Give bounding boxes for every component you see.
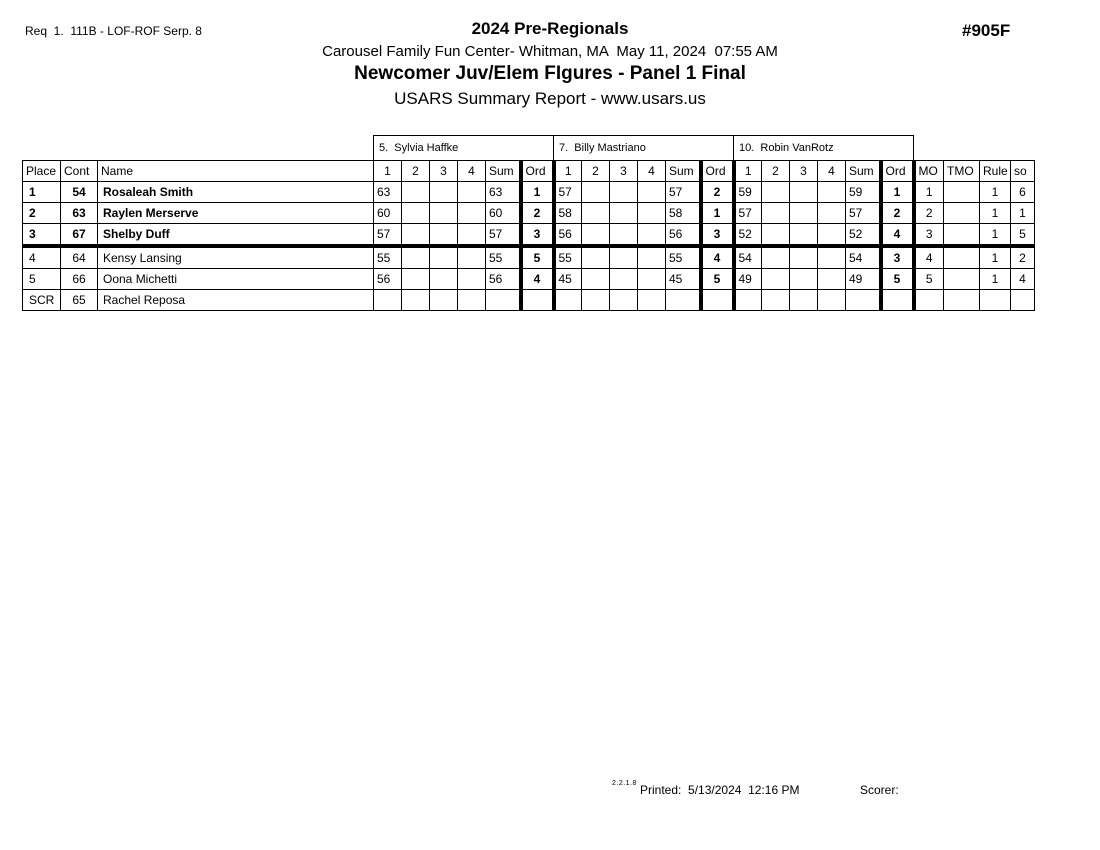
cell-tmo bbox=[944, 182, 980, 203]
cell-name: Rachel Reposa bbox=[98, 290, 374, 311]
cell-judge2-fig2 bbox=[582, 203, 610, 224]
judge-row-spacer-left bbox=[23, 136, 374, 161]
cell-judge3-fig3 bbox=[790, 203, 818, 224]
cell-judge1-fig1 bbox=[374, 290, 402, 311]
cell-judge1-fig3 bbox=[430, 246, 458, 269]
cell-mo: 5 bbox=[914, 269, 944, 290]
col-header-name: Name bbox=[98, 161, 374, 182]
col-header-j1-fig3: 3 bbox=[430, 161, 458, 182]
col-header-j1-fig1: 1 bbox=[374, 161, 402, 182]
cell-tmo bbox=[944, 224, 980, 247]
cell-name: Oona Michetti bbox=[98, 269, 374, 290]
cell-judge1-fig3 bbox=[430, 224, 458, 247]
cell-judge1-fig4 bbox=[458, 203, 486, 224]
cell-judge3-ord: 3 bbox=[881, 246, 914, 269]
cell-judge2-sum: 56 bbox=[666, 224, 701, 247]
cell-judge3-sum bbox=[846, 290, 881, 311]
cell-judge2-ord: 4 bbox=[701, 246, 734, 269]
col-header-j3-fig2: 2 bbox=[762, 161, 790, 182]
cell-judge3-sum: 59 bbox=[846, 182, 881, 203]
cell-judge3-ord: 4 bbox=[881, 224, 914, 247]
cell-judge1-fig4 bbox=[458, 290, 486, 311]
results-table bbox=[22, 135, 1035, 311]
cell-judge1-ord: 3 bbox=[521, 224, 554, 247]
cell-judge2-sum: 55 bbox=[666, 246, 701, 269]
results-body bbox=[23, 182, 1035, 311]
cell-judge2-ord: 2 bbox=[701, 182, 734, 203]
col-header-j1-fig2: 2 bbox=[402, 161, 430, 182]
cell-judge1-sum: 56 bbox=[486, 269, 521, 290]
printed-line bbox=[640, 783, 799, 797]
cell-judge3-fig1: 57 bbox=[734, 203, 762, 224]
cell-judge2-fig1: 56 bbox=[554, 224, 582, 247]
cell-name: Shelby Duff bbox=[98, 224, 374, 247]
cell-mo: 1 bbox=[914, 182, 944, 203]
col-header-place: Place bbox=[23, 161, 61, 182]
cell-judge3-fig3 bbox=[790, 182, 818, 203]
cell-judge1-ord: 4 bbox=[521, 269, 554, 290]
col-header-tmo: TMO bbox=[944, 161, 980, 182]
cell-judge1-sum bbox=[486, 290, 521, 311]
requirement-line: Req 1. 111B - LOF-ROF Serp. 8 bbox=[25, 24, 202, 38]
printed-label: Printed: bbox=[640, 783, 682, 797]
cell-judge3-fig2 bbox=[762, 203, 790, 224]
cell-judge3-fig4 bbox=[818, 246, 846, 269]
cell-judge1-fig3 bbox=[430, 290, 458, 311]
cell-judge2-ord: 3 bbox=[701, 224, 734, 247]
cell-judge2-sum: 57 bbox=[666, 182, 701, 203]
cell-judge2-fig3 bbox=[610, 269, 638, 290]
cell-judge2-fig2 bbox=[582, 269, 610, 290]
cell-cont: 54 bbox=[61, 182, 98, 203]
result-row bbox=[23, 269, 1035, 290]
cell-rule bbox=[980, 290, 1011, 311]
cell-judge3-sum: 52 bbox=[846, 224, 881, 247]
cell-tmo bbox=[944, 246, 980, 269]
col-header-cont: Cont bbox=[61, 161, 98, 182]
col-header-j2-fig3: 3 bbox=[610, 161, 638, 182]
cell-judge1-sum: 55 bbox=[486, 246, 521, 269]
cell-judge3-sum: 49 bbox=[846, 269, 881, 290]
cell-judge2-ord: 5 bbox=[701, 269, 734, 290]
cell-judge2-sum: 45 bbox=[666, 269, 701, 290]
cell-judge2-fig4 bbox=[638, 246, 666, 269]
cell-judge2-fig4 bbox=[638, 290, 666, 311]
col-header-j3-fig1: 1 bbox=[734, 161, 762, 182]
col-header-j3-fig3: 3 bbox=[790, 161, 818, 182]
cell-judge2-fig4 bbox=[638, 203, 666, 224]
event-title: Newcomer Juv/Elem FIgures - Panel 1 Final bbox=[354, 63, 746, 84]
cell-judge2-fig2 bbox=[582, 182, 610, 203]
cell-judge1-fig4 bbox=[458, 182, 486, 203]
cell-judge3-fig4 bbox=[818, 269, 846, 290]
cell-judge1-fig3 bbox=[430, 269, 458, 290]
cell-judge2-ord: 1 bbox=[701, 203, 734, 224]
cell-rule: 1 bbox=[980, 246, 1011, 269]
printed-timestamp: 5/13/2024 12:16 PM bbox=[688, 783, 800, 797]
cell-tmo bbox=[944, 290, 980, 311]
cell-rule: 1 bbox=[980, 269, 1011, 290]
report-footer bbox=[0, 780, 1100, 800]
cell-rule: 1 bbox=[980, 203, 1011, 224]
col-header-rule: Rule bbox=[980, 161, 1011, 182]
cell-judge2-fig3 bbox=[610, 182, 638, 203]
cell-judge3-ord: 1 bbox=[881, 182, 914, 203]
cell-judge2-fig4 bbox=[638, 224, 666, 247]
cell-judge1-fig1: 57 bbox=[374, 224, 402, 247]
col-header-j2-fig1: 1 bbox=[554, 161, 582, 182]
cell-judge2-ord bbox=[701, 290, 734, 311]
cell-judge3-fig3 bbox=[790, 246, 818, 269]
cell-judge2-sum bbox=[666, 290, 701, 311]
cell-judge2-fig3 bbox=[610, 224, 638, 247]
cell-judge3-fig1 bbox=[734, 290, 762, 311]
col-header-j2-fig4: 4 bbox=[638, 161, 666, 182]
competition-title: 2024 Pre-Regionals bbox=[471, 19, 629, 38]
col-header-j2-fig2: 2 bbox=[582, 161, 610, 182]
cell-place: 3 bbox=[23, 224, 61, 247]
cell-judge1-fig2 bbox=[402, 290, 430, 311]
report-type-line: USARS Summary Report - www.usars.us bbox=[394, 89, 706, 108]
result-row bbox=[23, 246, 1035, 269]
cell-rule: 1 bbox=[980, 182, 1011, 203]
cell-judge3-fig2 bbox=[762, 269, 790, 290]
cell-judge2-fig2 bbox=[582, 224, 610, 247]
cell-judge2-fig3 bbox=[610, 203, 638, 224]
cell-judge3-fig2 bbox=[762, 182, 790, 203]
cell-cont: 65 bbox=[61, 290, 98, 311]
cell-judge2-fig2 bbox=[582, 290, 610, 311]
col-header-so: so bbox=[1011, 161, 1035, 182]
cell-mo: 2 bbox=[914, 203, 944, 224]
cell-judge1-ord: 1 bbox=[521, 182, 554, 203]
cell-judge3-sum: 57 bbox=[846, 203, 881, 224]
cell-judge3-fig1: 49 bbox=[734, 269, 762, 290]
cell-cont: 67 bbox=[61, 224, 98, 247]
cell-judge1-fig3 bbox=[430, 203, 458, 224]
cell-cont: 64 bbox=[61, 246, 98, 269]
cell-judge2-fig1 bbox=[554, 290, 582, 311]
cell-judge3-fig4 bbox=[818, 290, 846, 311]
cell-judge2-fig1: 45 bbox=[554, 269, 582, 290]
cell-judge3-fig4 bbox=[818, 224, 846, 247]
venue-date-line: Carousel Family Fun Center- Whitman, MA May 11, 2024 07:55 AM bbox=[322, 43, 778, 60]
cell-judge1-fig2 bbox=[402, 203, 430, 224]
cell-judge3-fig2 bbox=[762, 246, 790, 269]
judge-2-name: 7. Billy Mastriano bbox=[554, 136, 734, 161]
cell-so bbox=[1011, 290, 1035, 311]
cell-mo bbox=[914, 290, 944, 311]
cell-judge3-ord: 5 bbox=[881, 269, 914, 290]
cell-place: 1 bbox=[23, 182, 61, 203]
cell-cont: 66 bbox=[61, 269, 98, 290]
cell-judge1-fig4 bbox=[458, 269, 486, 290]
cell-judge1-fig2 bbox=[402, 269, 430, 290]
cell-mo: 4 bbox=[914, 246, 944, 269]
cell-so: 5 bbox=[1011, 224, 1035, 247]
cell-judge1-fig4 bbox=[458, 246, 486, 269]
cell-judge1-fig1: 63 bbox=[374, 182, 402, 203]
cell-judge1-fig3 bbox=[430, 182, 458, 203]
cell-so: 2 bbox=[1011, 246, 1035, 269]
cell-judge1-ord: 2 bbox=[521, 203, 554, 224]
cell-judge1-fig2 bbox=[402, 182, 430, 203]
cell-judge2-sum: 58 bbox=[666, 203, 701, 224]
cell-judge2-fig2 bbox=[582, 246, 610, 269]
cell-judge3-fig1: 52 bbox=[734, 224, 762, 247]
cell-judge1-fig4 bbox=[458, 224, 486, 247]
cell-so: 6 bbox=[1011, 182, 1035, 203]
cell-judge1-ord: 5 bbox=[521, 246, 554, 269]
cell-tmo bbox=[944, 269, 980, 290]
cell-judge3-ord bbox=[881, 290, 914, 311]
cell-so: 1 bbox=[1011, 203, 1035, 224]
cell-judge3-sum: 54 bbox=[846, 246, 881, 269]
cell-name: Rosaleah Smith bbox=[98, 182, 374, 203]
result-row bbox=[23, 224, 1035, 247]
cell-judge3-fig1: 59 bbox=[734, 182, 762, 203]
cell-judge1-sum: 63 bbox=[486, 182, 521, 203]
cell-judge1-fig1: 56 bbox=[374, 269, 402, 290]
col-header-j3-ord: Ord bbox=[881, 161, 914, 182]
cell-judge1-fig2 bbox=[402, 224, 430, 247]
result-row bbox=[23, 182, 1035, 203]
cell-judge3-fig3 bbox=[790, 269, 818, 290]
cell-judge2-fig3 bbox=[610, 290, 638, 311]
cell-judge2-fig4 bbox=[638, 182, 666, 203]
cell-judge1-fig2 bbox=[402, 246, 430, 269]
cell-judge3-fig3 bbox=[790, 224, 818, 247]
column-header-row bbox=[23, 161, 1035, 182]
version-note: 2.2.1.8 bbox=[612, 780, 637, 787]
cell-judge3-fig2 bbox=[762, 224, 790, 247]
cell-judge1-ord bbox=[521, 290, 554, 311]
cell-judge2-fig3 bbox=[610, 246, 638, 269]
judge-row-spacer-right bbox=[914, 136, 1035, 161]
cell-judge3-fig2 bbox=[762, 290, 790, 311]
event-number: #905F bbox=[962, 21, 1011, 40]
cell-judge1-sum: 60 bbox=[486, 203, 521, 224]
cell-judge2-fig1: 57 bbox=[554, 182, 582, 203]
result-row bbox=[23, 203, 1035, 224]
scorer-label: Scorer: bbox=[860, 783, 899, 797]
col-header-j3-sum: Sum bbox=[846, 161, 881, 182]
cell-mo: 3 bbox=[914, 224, 944, 247]
col-header-j1-ord: Ord bbox=[521, 161, 554, 182]
cell-place: 5 bbox=[23, 269, 61, 290]
cell-place: 2 bbox=[23, 203, 61, 224]
cell-name: Raylen Merserve bbox=[98, 203, 374, 224]
cell-judge3-ord: 2 bbox=[881, 203, 914, 224]
col-header-j1-sum: Sum bbox=[486, 161, 521, 182]
cell-judge2-fig4 bbox=[638, 269, 666, 290]
judge-1-name: 5. Sylvia Haffke bbox=[374, 136, 554, 161]
col-header-j3-fig4: 4 bbox=[818, 161, 846, 182]
cell-judge1-fig1: 60 bbox=[374, 203, 402, 224]
cell-judge2-fig1: 58 bbox=[554, 203, 582, 224]
col-header-j2-sum: Sum bbox=[666, 161, 701, 182]
cell-so: 4 bbox=[1011, 269, 1035, 290]
report-header bbox=[0, 19, 1100, 109]
col-header-mo: MO bbox=[914, 161, 944, 182]
cell-judge2-fig1: 55 bbox=[554, 246, 582, 269]
cell-cont: 63 bbox=[61, 203, 98, 224]
cell-judge3-fig4 bbox=[818, 182, 846, 203]
cell-place: 4 bbox=[23, 246, 61, 269]
col-header-j1-fig4: 4 bbox=[458, 161, 486, 182]
cell-name: Kensy Lansing bbox=[98, 246, 374, 269]
cell-judge1-sum: 57 bbox=[486, 224, 521, 247]
result-row bbox=[23, 290, 1035, 311]
cell-place: SCR bbox=[23, 290, 61, 311]
judge-header-row bbox=[23, 136, 1035, 161]
cell-judge3-fig4 bbox=[818, 203, 846, 224]
judge-3-name: 10. Robin VanRotz bbox=[734, 136, 914, 161]
cell-judge3-fig3 bbox=[790, 290, 818, 311]
col-header-j2-ord: Ord bbox=[701, 161, 734, 182]
cell-judge3-fig1: 54 bbox=[734, 246, 762, 269]
cell-judge1-fig1: 55 bbox=[374, 246, 402, 269]
cell-tmo bbox=[944, 203, 980, 224]
cell-rule: 1 bbox=[980, 224, 1011, 247]
